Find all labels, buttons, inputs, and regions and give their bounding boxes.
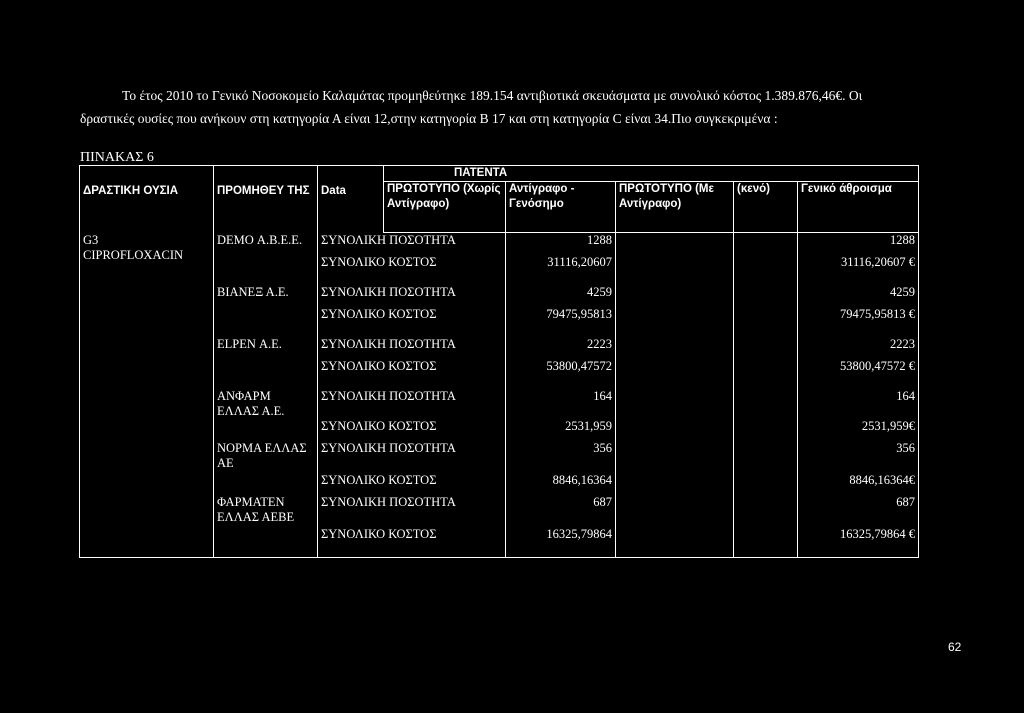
cost-total: 31116,20607 € — [798, 255, 919, 285]
qty-total: 1288 — [798, 233, 919, 256]
substance-code: G3 — [83, 232, 99, 247]
supplier-cell: ΝΟΡΜΑ ΕΛΛΑΣ ΑΕ — [214, 441, 318, 495]
cost-total: 8846,16364€ — [798, 473, 919, 495]
cost-total: 53800,47572 € — [798, 359, 919, 389]
cost-label: ΣΥΝΟΛΙΚΟ ΚΟΣΤΟΣ — [318, 473, 506, 495]
qty-total: 4259 — [798, 285, 919, 307]
cost-value: 31116,20607 — [506, 255, 616, 285]
intro-line-2: δραστικές ουσίες που ανήκουν στη κατηγορία Α είναι 12,στην κατηγορία Β 17 και στη κατηγορία C είναι 34.Πιο συγκεκριμένα : — [80, 111, 778, 126]
cost-label: ΣΥΝΟΛΙΚΟ ΚΟΣΤΟΣ — [318, 359, 506, 389]
cost-total: 79475,95813 € — [798, 307, 919, 337]
qty-total: 2223 — [798, 337, 919, 359]
header-supplier: ΠΡΟΜΗΘΕΥ ΤΗΣ — [214, 166, 318, 233]
table-title: ΠΙΝΑΚΑΣ 6 — [80, 150, 154, 165]
cost-value: 53800,47572 — [506, 359, 616, 389]
qty-value: 1288 — [506, 233, 616, 256]
intro-line-1: Το έτος 2010 το Γενικό Νοσοκομείο Καλαμάτας προμηθεύτηκε 189.154 αντιβιοτικά σκευάσματα με συνολικό κόστος 1.389.876,46€. Οι — [122, 88, 863, 103]
page-number: 62 — [948, 640, 962, 654]
header-original-no-copy: ΠΡΩΤΟΤΥΠΟ (Χωρίς Αντίγραφο) — [384, 182, 506, 233]
qty-label: ΣΥΝΟΛΙΚΗ ΠΟΣΟΤΗΤΑ — [318, 495, 506, 527]
cost-total: 16325,79864 € — [798, 527, 919, 558]
cost-label: ΣΥΝΟΛΙΚΟ ΚΟΣΤΟΣ — [318, 255, 506, 285]
supplier-cell: ΑΝΦΑΡΜ ΕΛΛΑΣ Α.Ε. — [214, 389, 318, 441]
supplier-cell: ΦΑΡΜΑΤΕΝ ΕΛΛΑΣ ΑΕΒΕ — [214, 495, 318, 558]
qty-label: ΣΥΝΟΛΙΚΗ ΠΟΣΟΤΗΤΑ — [318, 233, 506, 256]
header-data: Data — [318, 166, 384, 233]
header-original-with-copy: ΠΡΩΤΟΤΥΠΟ (Με Αντίγραφο) — [616, 182, 734, 233]
supplier-cell: ΒΙΑΝΕΞ Α.Ε. — [214, 285, 318, 337]
qty-total: 356 — [798, 441, 919, 473]
qty-value: 164 — [506, 389, 616, 419]
qty-value: 4259 — [506, 285, 616, 307]
supplier-cell: DEMO Α.Β.Ε.Ε. — [214, 233, 318, 286]
header-patent: ΠΑΤΕΝΤΑ — [384, 166, 919, 182]
cost-value: 8846,16364 — [506, 473, 616, 495]
qty-label: ΣΥΝΟΛΙΚΗ ΠΟΣΟΤΗΤΑ — [318, 285, 506, 307]
cost-value: 79475,95813 — [506, 307, 616, 337]
qty-label: ΣΥΝΟΛΙΚΗ ΠΟΣΟΤΗΤΑ — [318, 389, 506, 419]
qty-label: ΣΥΝΟΛΙΚΗ ΠΟΣΟΤΗΤΑ — [318, 441, 506, 473]
cost-label: ΣΥΝΟΛΙΚΟ ΚΟΣΤΟΣ — [318, 527, 506, 558]
qty-label: ΣΥΝΟΛΙΚΗ ΠΟΣΟΤΗΤΑ — [318, 337, 506, 359]
header-empty: (κενό) — [734, 182, 798, 233]
substance-name: CIPROFLOXACIN — [83, 247, 184, 262]
cost-value: 2531,959 — [506, 419, 616, 441]
cost-total: 2531,959€ — [798, 419, 919, 441]
qty-value: 2223 — [506, 337, 616, 359]
qty-total: 687 — [798, 495, 919, 527]
substance-cell — [80, 233, 214, 558]
cost-label: ΣΥΝΟΛΙΚΟ ΚΟΣΤΟΣ — [318, 419, 506, 441]
header-substance: ΔΡΑΣΤΙΚΗ ΟΥΣΙΑ — [80, 166, 214, 233]
header-total: Γενικό άθροισμα — [798, 182, 919, 233]
cost-label: ΣΥΝΟΛΙΚΟ ΚΟΣΤΟΣ — [318, 307, 506, 337]
qty-total: 164 — [798, 389, 919, 419]
intro-text — [80, 84, 980, 130]
qty-value: 687 — [506, 495, 616, 527]
cost-value: 16325,79864 — [506, 527, 616, 558]
header-copy-generic: Αντίγραφο - Γενόσημο — [506, 182, 616, 233]
antibiotics-table — [79, 165, 919, 558]
qty-value: 356 — [506, 441, 616, 473]
supplier-cell: ELPEN Α.Ε. — [214, 337, 318, 389]
